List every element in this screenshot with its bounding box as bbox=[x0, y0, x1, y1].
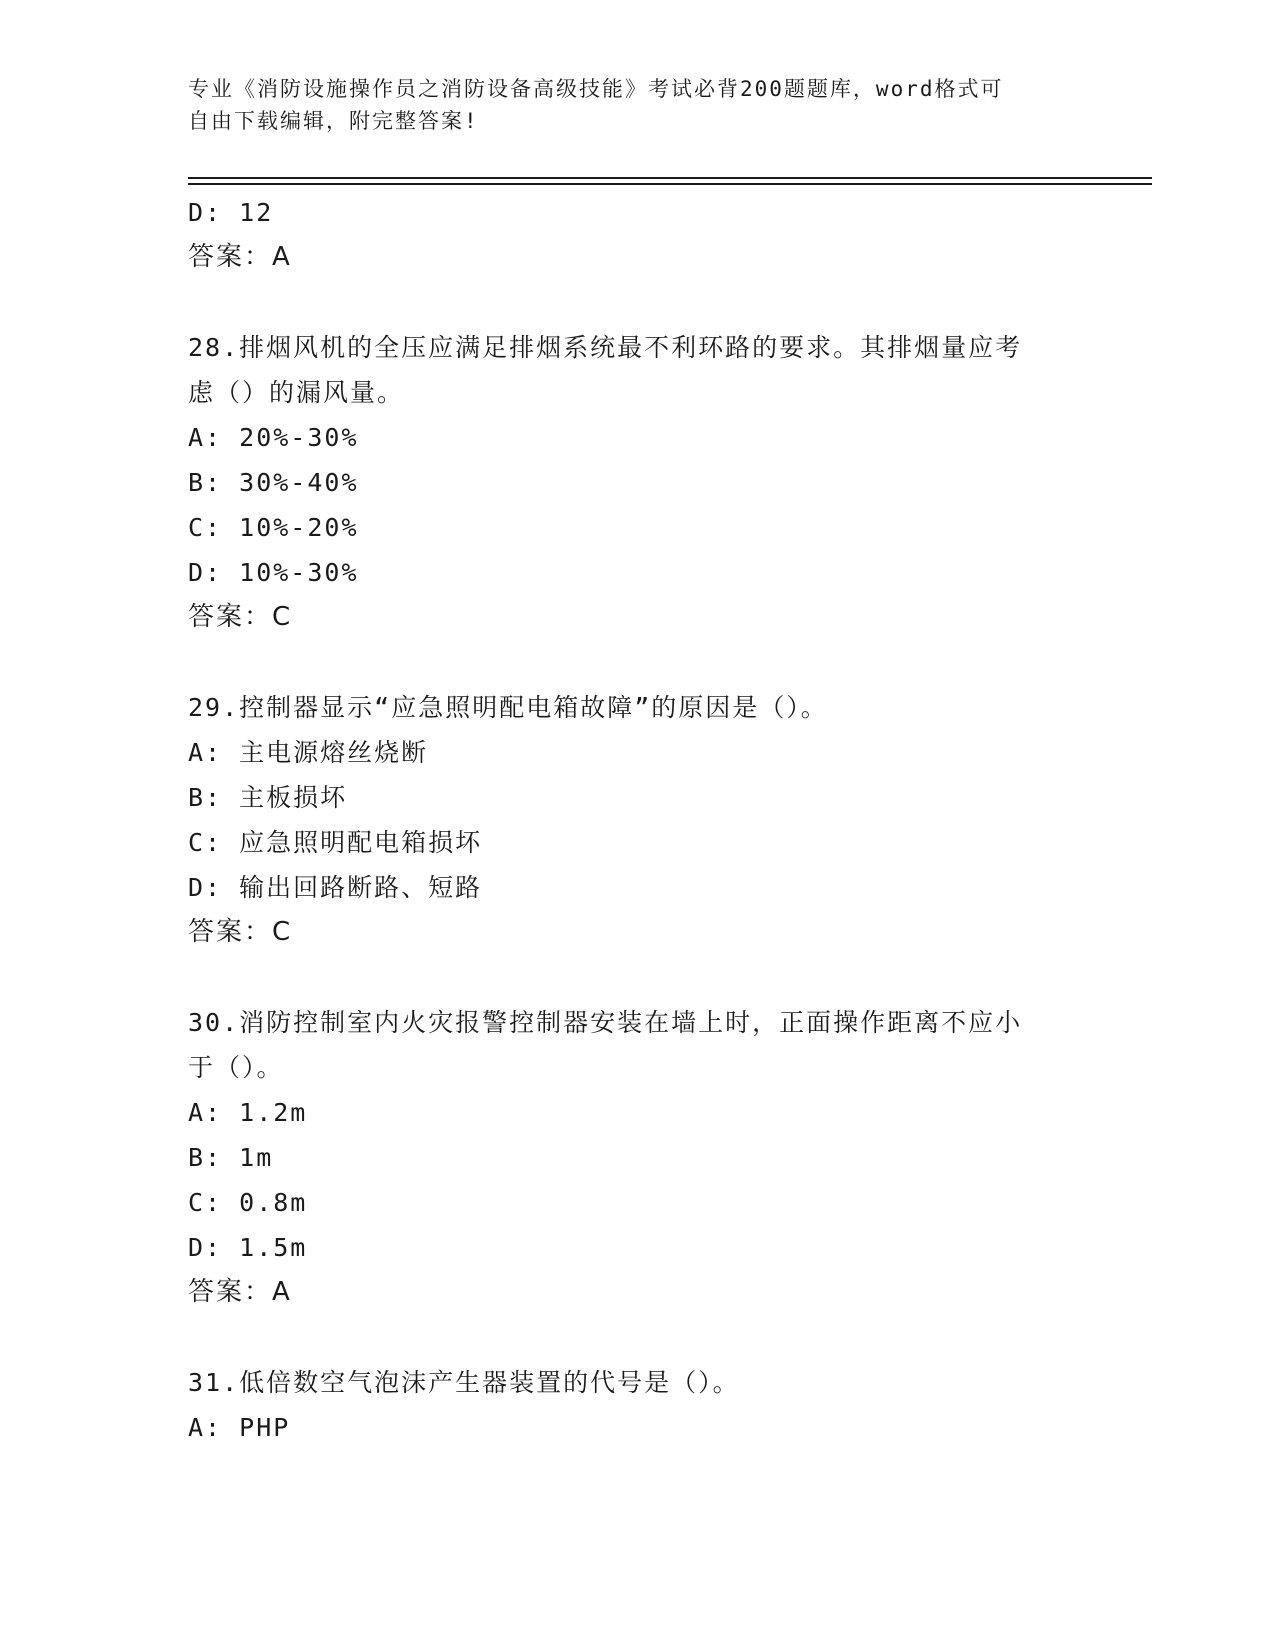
question-30 bbox=[188, 1000, 1088, 1315]
option-b: B: 30%-40% bbox=[188, 468, 359, 497]
question-31 bbox=[188, 1360, 1088, 1450]
answer-line: 答案：C bbox=[188, 917, 293, 947]
option-b: B: 主板损坏 bbox=[188, 783, 348, 812]
question-29 bbox=[188, 685, 1088, 955]
answer-line: 答案：A bbox=[188, 242, 292, 272]
answer-line: 答案：A bbox=[188, 1277, 292, 1307]
previous-question-fragment bbox=[188, 190, 1088, 280]
question-stem-line: 28.排烟风机的全压应满足排烟系统最不利环路的要求。其排烟量应考 bbox=[188, 333, 1023, 362]
option-b: B: 1m bbox=[188, 1143, 274, 1172]
option-a: A: 20%-30% bbox=[188, 423, 359, 452]
header-line-2: 自由下载编辑，附完整答案! bbox=[188, 109, 479, 133]
option-a: A: PHP bbox=[188, 1413, 291, 1442]
answer-line: 答案：C bbox=[188, 602, 293, 632]
option-d: D: 输出回路断路、短路 bbox=[188, 873, 483, 902]
question-stem-line: 虑（）的漏风量。 bbox=[188, 378, 405, 407]
header-divider-bottom bbox=[188, 183, 1152, 185]
question-stem-line: 于（）。 bbox=[188, 1053, 284, 1082]
question-stem-line: 31.低倍数空气泡沫产生器装置的代号是（）。 bbox=[188, 1368, 740, 1397]
question-list bbox=[188, 190, 1088, 1450]
option-a: A: 1.2m bbox=[188, 1098, 308, 1127]
option-c: C: 应急照明配电箱损坏 bbox=[188, 828, 483, 857]
option-c: C: 0.8m bbox=[188, 1188, 308, 1217]
header-divider-top bbox=[188, 177, 1152, 179]
option-d: D: 10%-30% bbox=[188, 558, 359, 587]
header-line-1: 专业《消防设施操作员之消防设备高级技能》考试必背200题题库，word格式可 bbox=[188, 77, 1004, 101]
option-a: A: 主电源熔丝烧断 bbox=[188, 738, 429, 767]
document-header bbox=[188, 73, 1088, 137]
question-28 bbox=[188, 325, 1088, 640]
option-c: C: 10%-20% bbox=[188, 513, 359, 542]
option-d: D: 1.5m bbox=[188, 1233, 308, 1262]
option-d: D: 12 bbox=[188, 198, 274, 227]
question-stem-line: 29.控制器显示“应急照明配电箱故障”的原因是（）。 bbox=[188, 693, 828, 722]
question-stem-line: 30.消防控制室内火灾报警控制器安装在墙上时，正面操作距离不应小 bbox=[188, 1008, 1023, 1037]
